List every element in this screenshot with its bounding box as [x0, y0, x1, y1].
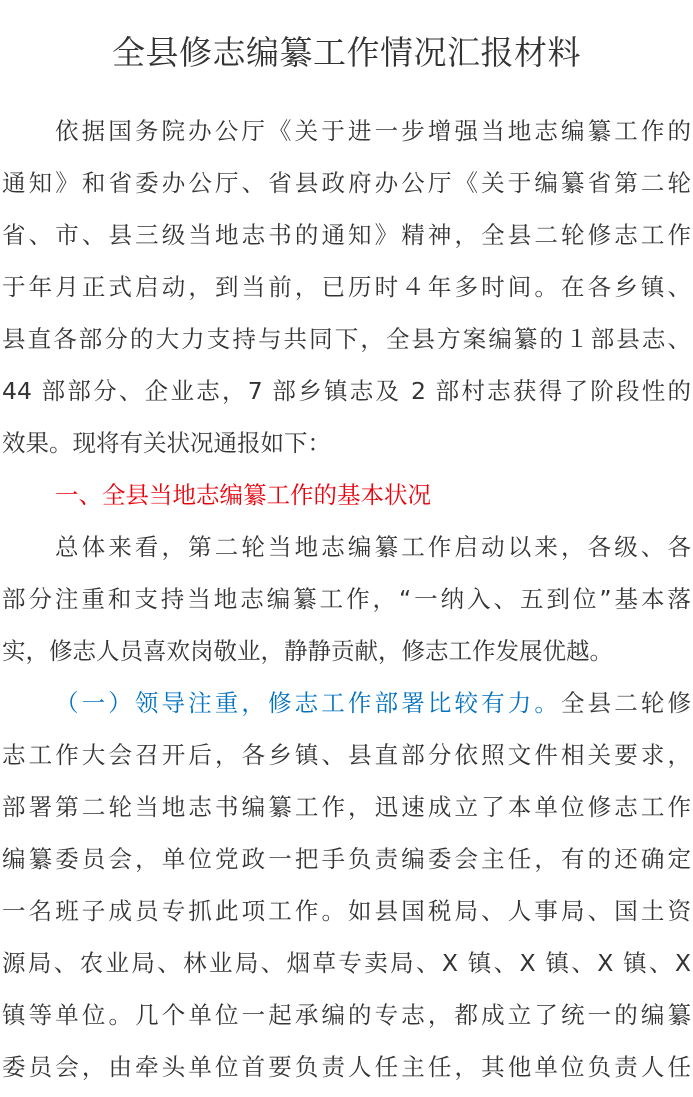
- subsection-1-lead-text: 全县二轮修: [560, 689, 692, 717]
- paragraph-3-line: 委员会，由牵头单位首要负责人任主任，其他单位负责人任: [2, 1053, 691, 1081]
- document-title: 全县修志编纂工作情况汇报材料: [112, 33, 581, 72]
- paragraph-1-line: 44 部部分、企业志，7 部乡镇志及 2 部村志获得了阶段性的: [2, 377, 691, 405]
- paragraph-1-line: 依据国务院办公厅《关于进一步增强当地志编纂工作的: [55, 117, 691, 145]
- subsection-1-heading: （一）领导注重，修志工作部署比较有力。: [55, 689, 561, 717]
- paragraph-1-line: 县直各部分的大力支持与共同下，全县方案编纂的１部县志、: [2, 325, 691, 353]
- paragraph-3-line: 源局、农业局、林业局、烟草专卖局、X 镇、X 镇、X 镇、X: [2, 949, 691, 977]
- paragraph-2-line: 实，修志人员喜欢岗敬业，静静贡献，修志工作发展优越。: [2, 637, 613, 665]
- paragraph-1-line: 于年月正式启动，到当前，已历时４年多时间。在各乡镇、: [2, 273, 691, 301]
- paragraph-1-line: 省、市、县三级当地志书的通知》精神，全县二轮修志工作: [2, 221, 691, 249]
- paragraph-3-line: 镇等单位。几个单位一起承编的专志，都成立了统一的编纂: [2, 1001, 691, 1029]
- paragraph-3-line: 部署第二轮当地志书编纂工作，迅速成立了本单位修志工作: [2, 793, 691, 821]
- paragraph-2-line: 总体来看，第二轮当地志编纂工作启动以来，各级、各: [55, 533, 691, 561]
- subsection-1-line: [2, 677, 691, 729]
- section-1-heading: 一、全县当地志编纂工作的基本状况: [55, 481, 431, 509]
- paragraph-1-line: 通知》和省委办公厅、省县政府办公厅《关于编纂省第二轮: [2, 169, 691, 197]
- paragraph-1-line: 效果。现将有关状况通报如下：: [2, 429, 331, 457]
- paragraph-3-line: 志工作大会召开后，各乡镇、县直部分依照文件相关要求，: [2, 741, 691, 769]
- paragraph-2-line: 部分注重和支持当地志编纂工作，“一纳入、五到位”基本落: [2, 585, 691, 613]
- paragraph-3-line: 编纂委员会，单位党政一把手负责编委会主任，有的还确定: [2, 845, 691, 873]
- paragraph-3-line: 一名班子成员专抓此项工作。如县国税局、人事局、国土资: [2, 897, 691, 925]
- document-body: [2, 105, 691, 1093]
